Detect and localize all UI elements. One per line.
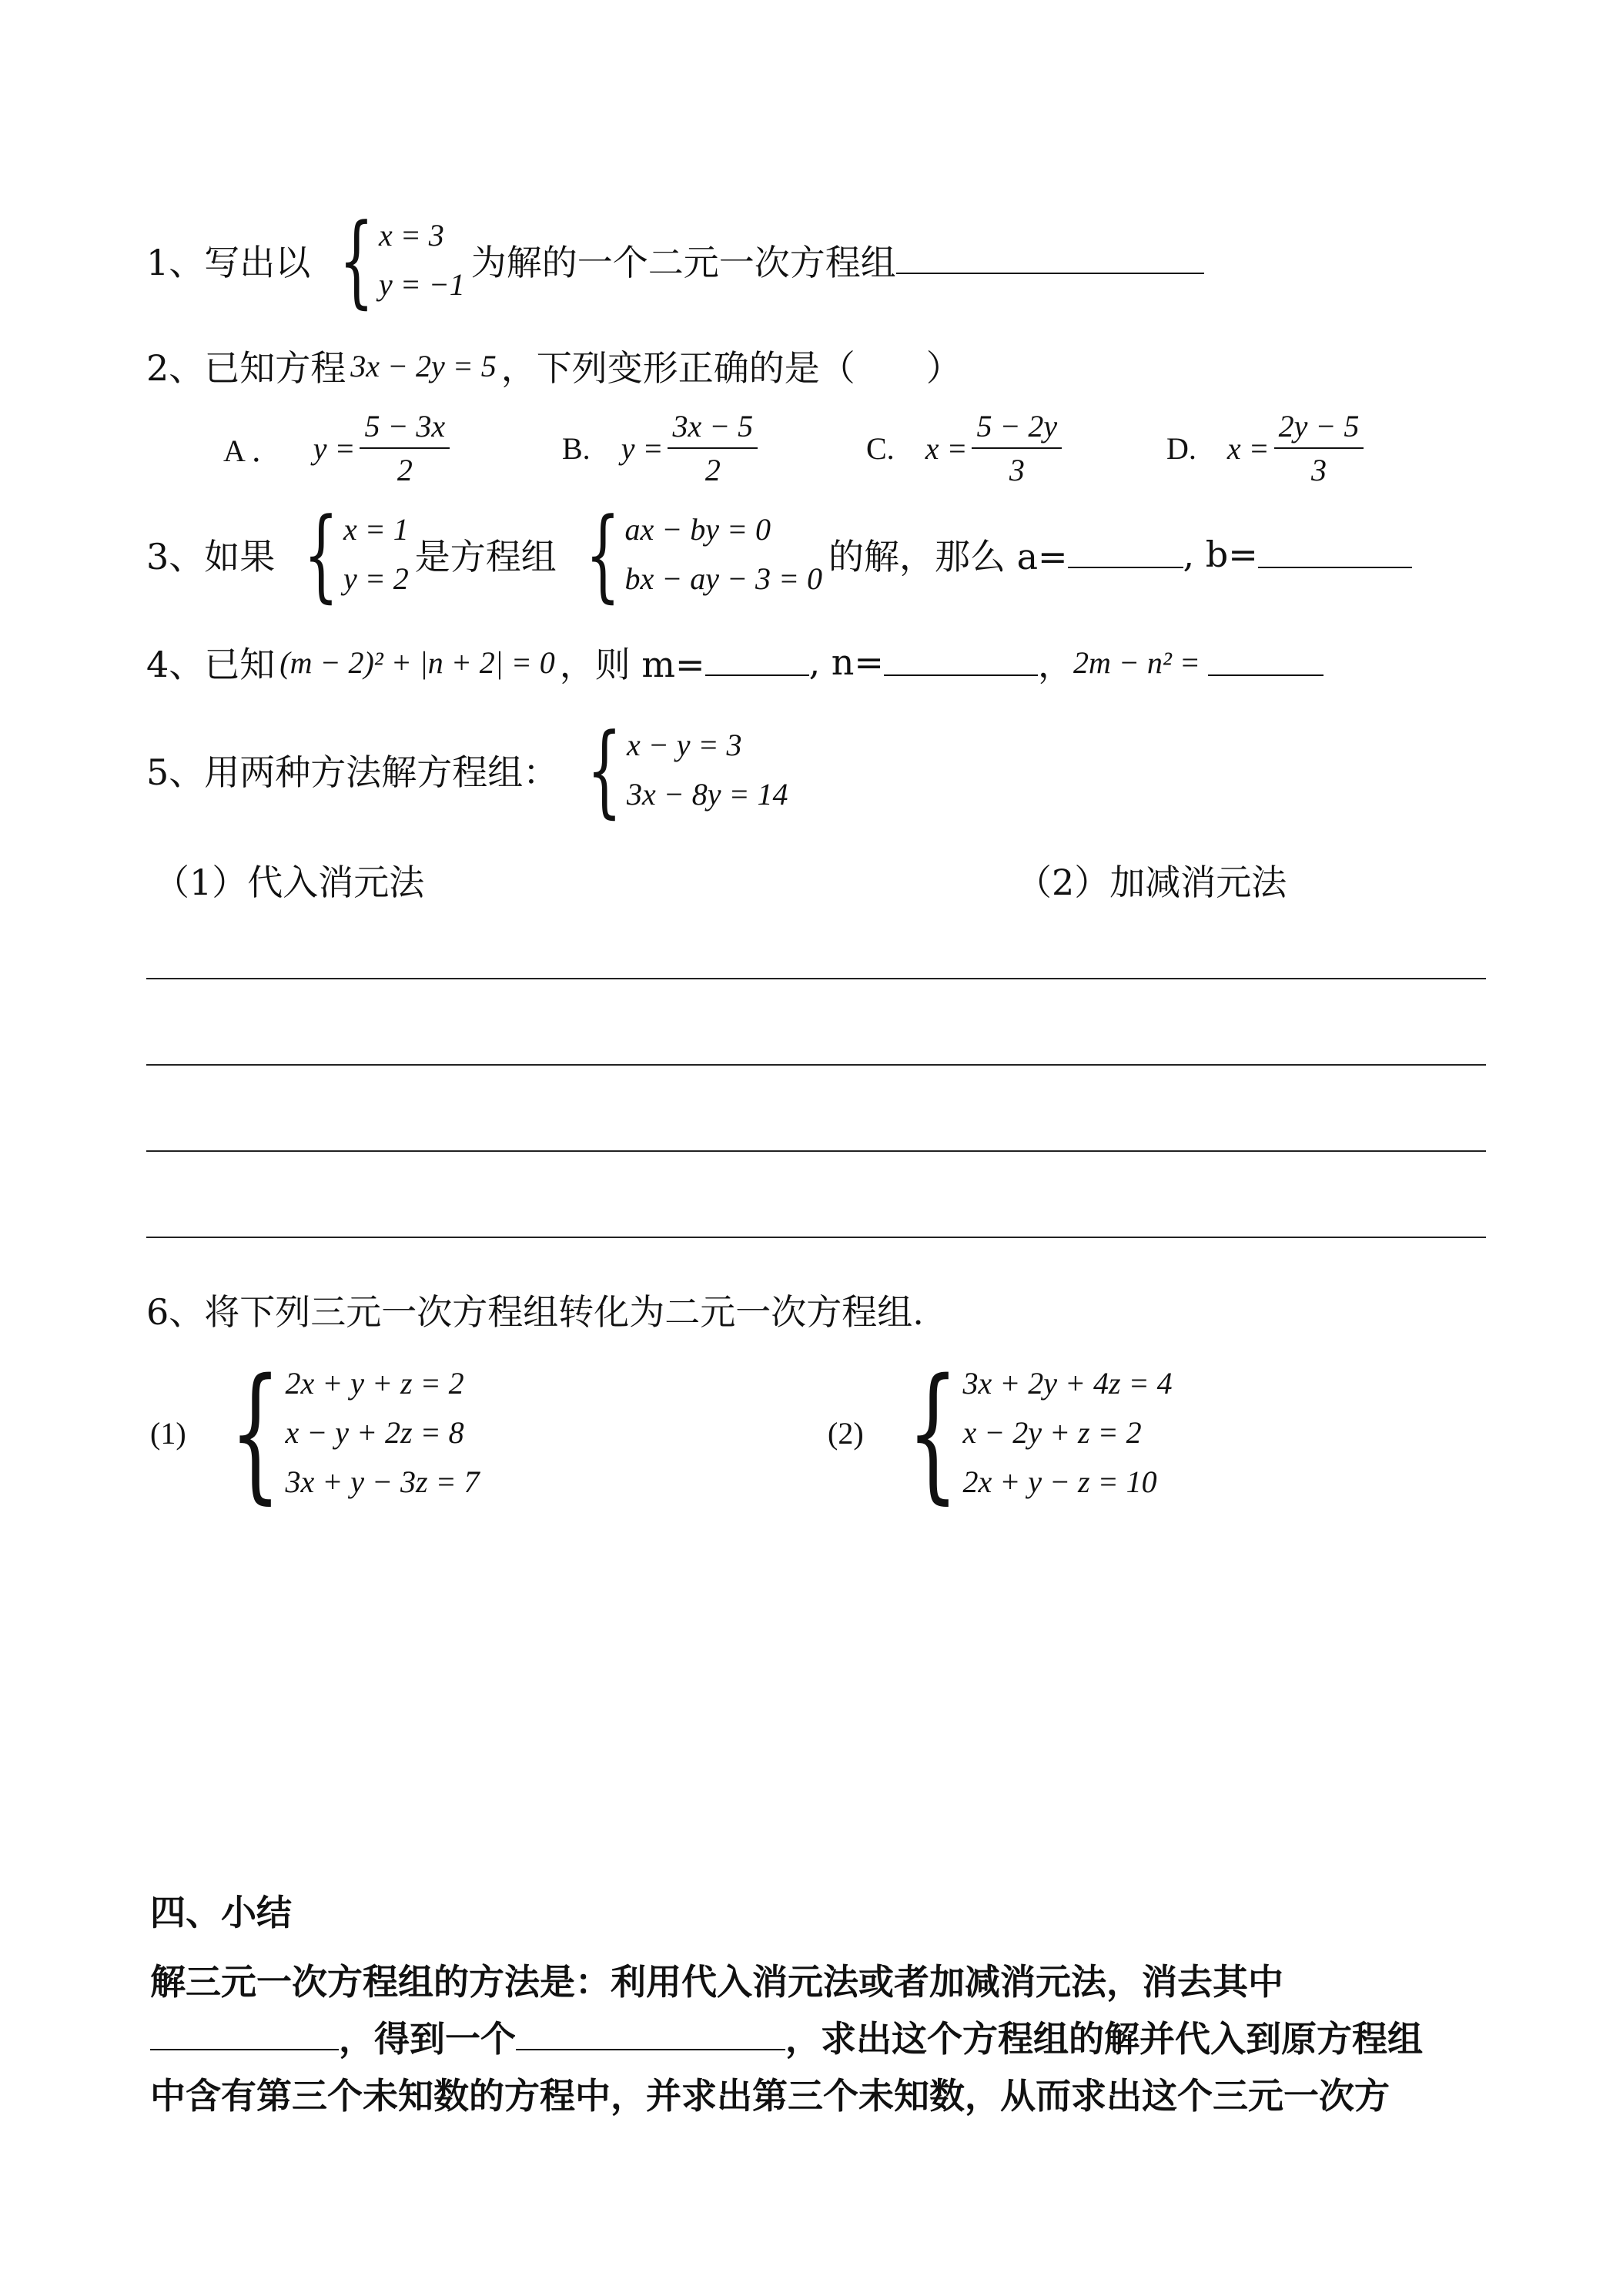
summary-line-2b: ，求出这个方程组的解并代入到原方程组 (785, 2018, 1423, 2060)
q6-s1-eq-2: x − y + 2z = 8 (285, 1415, 464, 1450)
q4-equation: (m − 2)² + |n + 2| = 0 (279, 644, 555, 680)
q2-option-c-lhs: x = (925, 430, 968, 466)
q2-suffix: ，下列变形正确的是（ ） (500, 347, 962, 389)
q6-system-1-label: (1) (150, 1415, 186, 1451)
question-4 (146, 635, 1323, 689)
q2-option-c-label: C. (866, 430, 895, 466)
q4-expression: 2m − n² = (1073, 644, 1200, 680)
q2-option-b-denominator: 2 (704, 453, 721, 487)
q6-system-1-body: { 2x + y + z = 2 x − y + 2z = 8 3x + y − 3z = 7 (229, 1347, 480, 1518)
q6-system-2-body: { 3x + 2y + 4z = 4 x − 2y + z = 2 2x + y − z = 10 (907, 1347, 1173, 1518)
q3-solution-system: { x = 1 y = 2 (303, 496, 409, 613)
summary-line-1: 解三元一次方程组的方法是：利用代入消元法或者加减消元法，消去其中 (150, 1961, 1283, 2003)
q2-option-b-label: B. (562, 430, 591, 466)
q3-eq-2: bx − ay − 3 = 0 (624, 561, 822, 596)
q1-prefix: 1、写出以 (146, 242, 311, 283)
q3-equation-system: { ax − by = 0 bx − ay − 3 = 0 (584, 496, 822, 613)
question-3 (146, 496, 1412, 613)
q2-option-a[interactable] (223, 408, 450, 488)
q3-b-blank[interactable] (1258, 541, 1412, 568)
q2-option-d-numerator: 2y − 5 (1274, 408, 1364, 449)
q6-system-2-label: (2) (828, 1415, 864, 1451)
question-6: 6、将下列三元一次方程组转化为二元一次方程组. (146, 1291, 924, 1333)
question-2 (146, 339, 962, 393)
q4-n-blank[interactable] (884, 648, 1038, 676)
q2-option-a-lhs: y = (313, 430, 356, 466)
q5-eq-1: x − y = 3 (627, 728, 742, 762)
q2-option-b-lhs: y = (621, 430, 664, 466)
summary-line-2 (150, 2011, 1423, 2062)
q6-s2-eq-1: 3x + 2y + 4z = 4 (962, 1366, 1173, 1401)
q6-s2-eq-3: 2x + y − z = 10 (962, 1464, 1157, 1499)
q4-expr-blank[interactable] (1208, 648, 1323, 676)
q6-s2-eq-2: x − 2y + z = 2 (962, 1415, 1142, 1450)
q2-option-a-denominator: 2 (397, 453, 413, 487)
q2-option-b-fraction (668, 408, 758, 488)
q3-sol-1: x = 1 (343, 512, 409, 547)
q3-eq-1: ax − by = 0 (624, 512, 771, 547)
q1-eq-1: x = 3 (379, 218, 444, 253)
summary-heading: 四、小结 (150, 1892, 292, 1933)
question-5 (146, 711, 788, 828)
q2-option-d-label: D. (1166, 430, 1196, 466)
q4-mid: ，则 m= (559, 644, 705, 685)
q5-method-1: （1）代入消元法 (154, 862, 425, 903)
q2-option-a-label: A ． (223, 433, 283, 468)
q2-option-c-numerator: 5 − 2y (972, 408, 1062, 449)
q4-sep: ， (1037, 644, 1073, 685)
q4-n-label: , n= (808, 641, 884, 683)
q6-s1-eq-1: 2x + y + z = 2 (285, 1366, 464, 1401)
q2-option-b-numerator: 3x − 5 (668, 408, 758, 449)
q3-b-label: , b= (1183, 534, 1258, 575)
q2-equation: 3x − 2y = 5 (350, 348, 497, 383)
q2-option-a-fraction (360, 408, 450, 488)
answer-line-1[interactable] (146, 978, 1486, 979)
answer-line-4[interactable] (146, 1237, 1486, 1238)
q4-prefix: 4、已知 (146, 644, 276, 685)
q5-eq-2: 3x − 8y = 14 (627, 777, 788, 812)
q2-option-d[interactable] (1166, 408, 1364, 488)
q6-system-1 (150, 1347, 480, 1518)
summary-blank-2[interactable] (516, 2023, 785, 2050)
q1-system: { x = 3 y = −1 (339, 202, 465, 319)
q2-option-d-lhs: x = (1226, 430, 1270, 466)
q5-method-2: （2）加减消元法 (1016, 862, 1287, 903)
summary-line-3: 中含有第三个未知数的方程中，并求出第三个未知数，从而求出这个三元一次方 (150, 2075, 1390, 2117)
q3-prefix: 3、如果 (146, 536, 276, 577)
q1-eq-2: y = −1 (379, 267, 465, 302)
q3-sol-2: y = 2 (343, 561, 409, 596)
q1-answer-blank[interactable] (896, 246, 1204, 274)
q2-option-d-denominator: 3 (1311, 453, 1327, 487)
q2-option-c[interactable] (866, 408, 1062, 488)
q1-suffix: 为解的一个二元一次方程组 (470, 242, 896, 283)
q2-option-b[interactable] (562, 408, 758, 488)
q2-option-a-numerator: 5 − 3x (360, 408, 450, 449)
q6-system-2 (828, 1347, 1173, 1518)
summary-blank-1[interactable] (150, 2023, 339, 2050)
question-1 (146, 202, 1204, 319)
answer-line-3[interactable] (146, 1150, 1486, 1152)
q3-suffix: 的解，那么 a= (828, 536, 1068, 577)
q4-m-blank[interactable] (705, 648, 809, 676)
q3-middle: 是方程组 (414, 536, 557, 577)
q5-system: { x − y = 3 3x − 8y = 14 (587, 711, 788, 828)
answer-line-2[interactable] (146, 1064, 1486, 1066)
q5-prefix: 5、用两种方法解方程组： (146, 751, 559, 793)
q2-option-d-fraction (1274, 408, 1364, 488)
q3-a-blank[interactable] (1068, 541, 1183, 568)
summary-line-2a: ，得到一个 (339, 2018, 516, 2060)
q2-option-c-fraction (972, 408, 1062, 488)
q2-option-c-denominator: 3 (1009, 453, 1025, 487)
q2-prefix: 2、已知方程 (146, 347, 346, 389)
q6-s1-eq-3: 3x + y − 3z = 7 (285, 1464, 480, 1499)
